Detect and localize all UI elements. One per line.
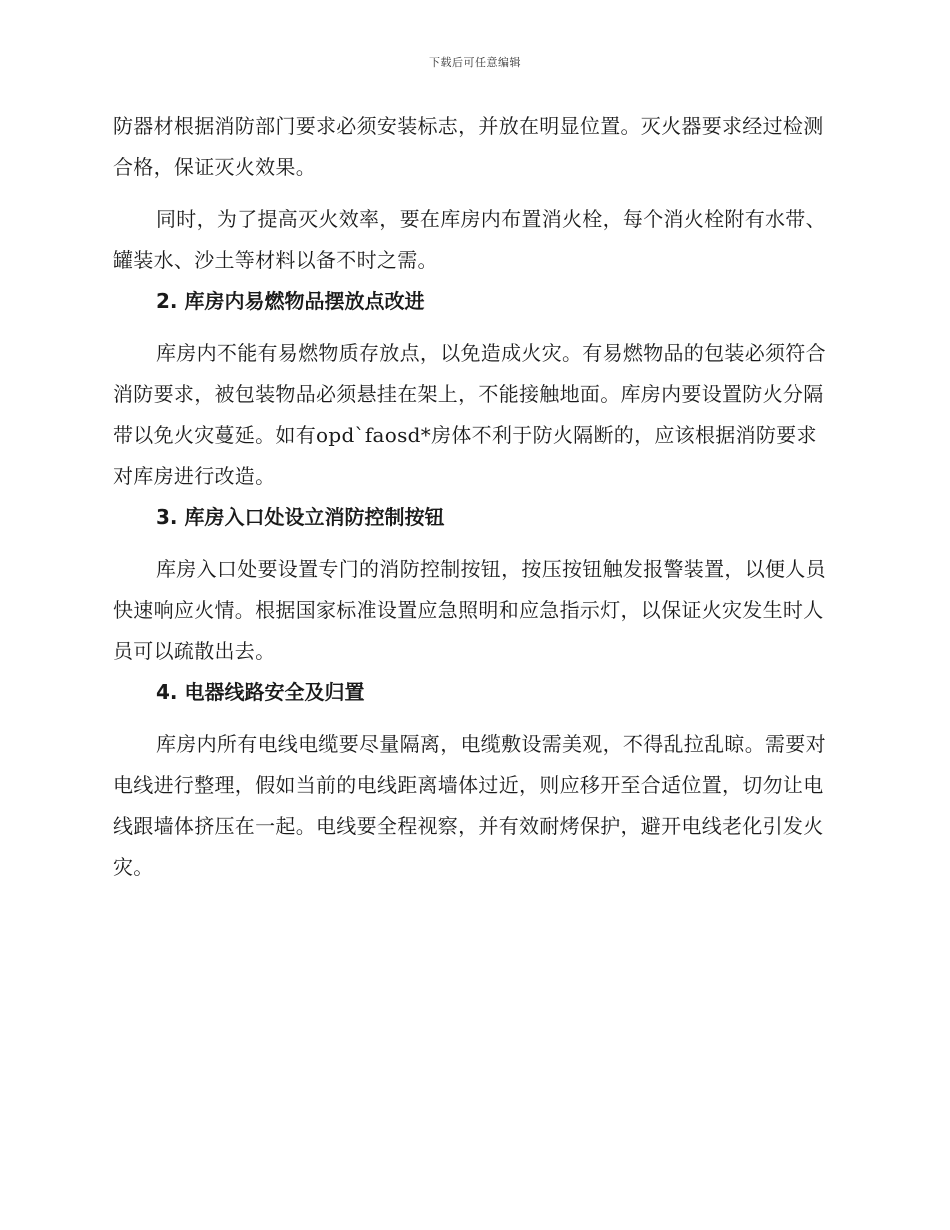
section-heading-control-button: 3. 库房入口处设立消防控制按钮 xyxy=(156,505,445,529)
page-header: 下载后可任意编辑 xyxy=(429,56,521,69)
paragraph-control-button: 库房入口处要设置专门的消防控制按钮，按压按钮触发报警装置，以便人员快速响应火情。根据国家标准设置应急照明和应急指示灯，以保证火灾发生时人员可以疏散出去。 xyxy=(113,557,826,663)
paragraph-fire-equipment: 防器材根据消防部门要求必须安装标志，并放在明显位置。灭火器要求经过检测合格，保证灭火效果。 xyxy=(113,114,824,179)
document-body xyxy=(113,106,833,888)
paragraph-flammables: 库房内不能有易燃物质存放点，以免造成火灾。有易燃物品的包装必须符合消防要求，被包装物品必须悬挂在架上，不能接触地面。库房内要设置防火分隔带以免火灾蔓延。如有opd`faosd*房体不利于防火隔断的，应该根据消防要求对库房进行改造。 xyxy=(113,341,826,488)
section-heading-wiring: 4. 电器线路安全及归置 xyxy=(156,680,365,704)
section-heading-flammables: 2. 库房内易燃物品摆放点改进 xyxy=(156,289,425,313)
paragraph-hydrants: 同时，为了提高灭火效率，要在库房内布置消火栓，每个消火栓附有水带、罐装水、沙土等材料以备不时之需。 xyxy=(113,207,826,272)
paragraph-wiring: 库房内所有电线电缆要尽量隔离，电缆敷设需美观，不得乱拉乱晾。需要对电线进行整理，假如当前的电线距离墙体过近，则应移开至合适位置，切勿让电线跟墙体挤压在一起。电线要全程视察，并有效耐烤保护，避开电线老化引发火灾。 xyxy=(113,732,826,879)
